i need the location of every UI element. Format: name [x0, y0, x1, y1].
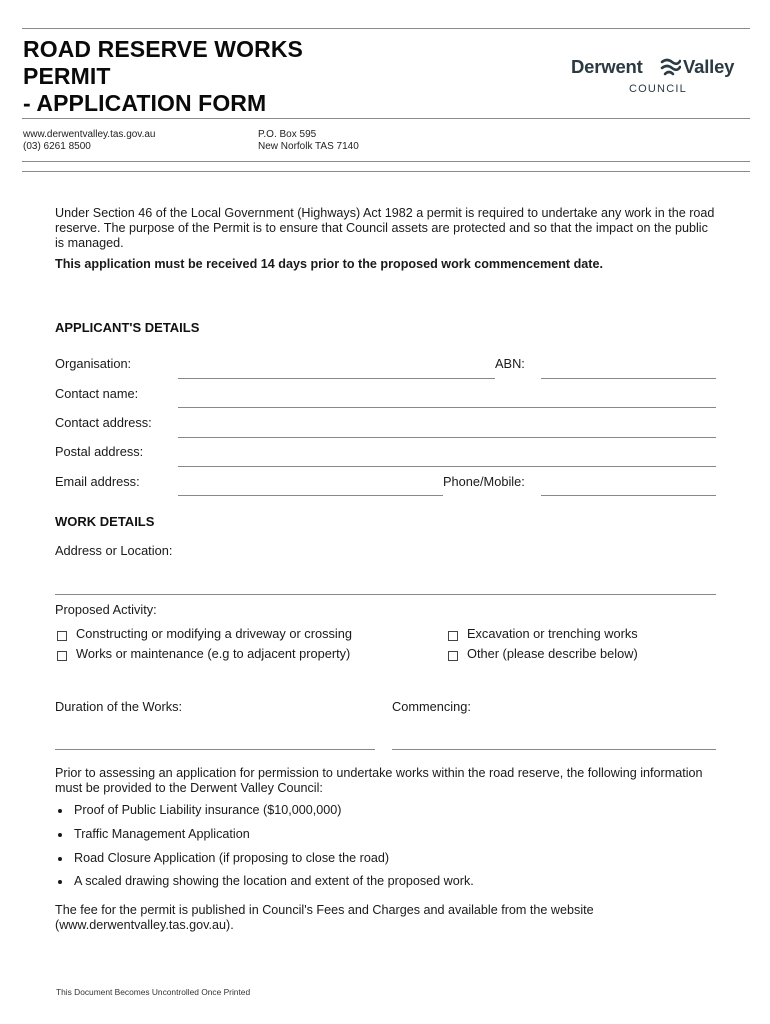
excavation-checkbox[interactable]	[448, 631, 458, 641]
logo-word-valley: Valley	[683, 56, 735, 77]
website-text: www.derwentvalley.tas.gov.au	[23, 129, 156, 140]
proposed-activity-label: Proposed Activity:	[55, 602, 157, 617]
council-logo	[571, 56, 751, 100]
intro-paragraph: Under Section 46 of the Local Government (Highways) Act 1982 a permit is required to undertake any work in the road reserve. The purpose of the Permit is to ensure that Council assets are protected and so that the impact on the public is managed.	[55, 206, 715, 250]
page-title	[23, 36, 453, 117]
logo-word-derwent: Derwent	[571, 56, 643, 77]
title-line-3: - APPLICATION FORM	[23, 90, 267, 116]
driveway-checkbox[interactable]	[57, 631, 67, 641]
email-address-label: Email address:	[55, 474, 140, 489]
title-line-2: PERMIT	[23, 63, 111, 89]
requirements-intro: Prior to assessing an application for permission to undertake works within the road reserve, the following information must be provided to the Derwent Valley Council:	[55, 766, 703, 795]
river-wave-icon	[659, 57, 681, 79]
commencing-label: Commencing:	[392, 699, 471, 714]
footer-disclaimer: This Document Becomes Uncontrolled Once Printed	[56, 987, 251, 997]
duration-label: Duration of the Works:	[55, 699, 183, 714]
address-location-field[interactable]	[55, 594, 716, 595]
po-box-text: P.O. Box 595	[258, 129, 317, 140]
top-rule	[22, 28, 750, 29]
abn-field[interactable]	[541, 378, 716, 379]
excavation-option-label: Excavation or trenching works	[467, 626, 638, 641]
postal-locality-text: New Norfolk TAS 7140	[258, 141, 359, 152]
requirement-item: Road Closure Application (if proposing to close the road)	[74, 851, 390, 865]
other-option-label: Other (please describe below)	[467, 646, 638, 661]
maintenance-option-label: Works or maintenance (e.g to adjacent property)	[76, 646, 351, 661]
submission-notice: This application must be received 14 days prior to the proposed work commencement date.	[55, 257, 603, 271]
contact-name-label: Contact name:	[55, 386, 139, 401]
commencing-field[interactable]	[392, 749, 716, 750]
contact-name-field[interactable]	[178, 407, 716, 408]
organisation-label: Organisation:	[55, 356, 132, 371]
email-address-field[interactable]	[178, 495, 443, 496]
maintenance-checkbox[interactable]	[57, 651, 67, 661]
title-line-1: ROAD RESERVE WORKS	[23, 36, 303, 62]
duration-field[interactable]	[55, 749, 375, 750]
logo-subtitle: COUNCIL	[629, 83, 687, 95]
abn-label: ABN:	[495, 356, 525, 371]
requirement-item: Traffic Management Application	[74, 827, 250, 841]
requirement-item: Proof of Public Liability insurance ($10,000,000)	[74, 803, 342, 817]
phone-mobile-field[interactable]	[541, 495, 716, 496]
postal-address-label: Postal address:	[55, 444, 144, 459]
contact-address-field[interactable]	[178, 437, 716, 438]
bullet-icon	[58, 880, 62, 884]
address-location-label: Address or Location:	[55, 543, 173, 558]
work-details-heading: WORK DETAILS	[55, 514, 155, 529]
applicants-details-heading: APPLICANT'S DETAILS	[55, 320, 200, 335]
bullet-icon	[58, 833, 62, 837]
contact-rule-lower	[22, 171, 750, 172]
contact-address-label: Contact address:	[55, 415, 152, 430]
postal-address-field[interactable]	[178, 466, 716, 467]
bullet-icon	[58, 857, 62, 861]
other-checkbox[interactable]	[448, 651, 458, 661]
driveway-option-label: Constructing or modifying a driveway or crossing	[76, 626, 352, 641]
phone-text: (03) 6261 8500	[23, 141, 91, 152]
organisation-field[interactable]	[178, 378, 495, 379]
contact-rule-upper	[22, 161, 750, 162]
requirement-item: A scaled drawing showing the location and extent of the proposed work.	[74, 874, 474, 888]
fee-note: The fee for the permit is published in Council's Fees and Charges and available from the website (www.derwentvalley.tas.gov.au).	[55, 903, 594, 932]
bullet-icon	[58, 809, 62, 813]
phone-mobile-label: Phone/Mobile:	[443, 474, 525, 489]
header-rule	[22, 118, 750, 119]
